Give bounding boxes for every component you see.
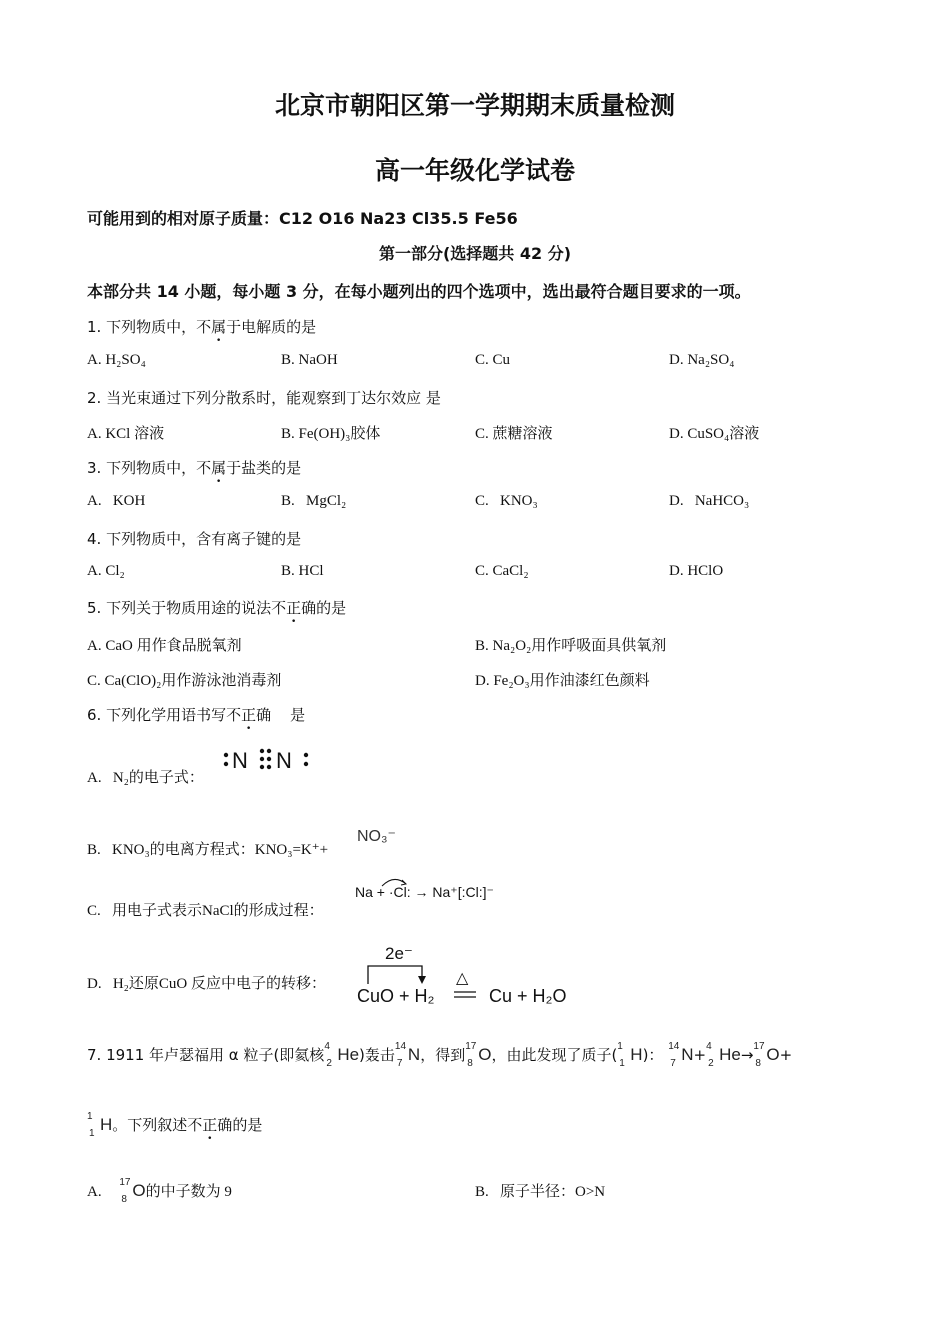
q1-option-a: A. H₂SO₄: [87, 352, 146, 368]
page-subtitle: 高一年级化学试卷: [374, 156, 575, 185]
oxygen-nuclide-eq: 17 8 O: [753, 1041, 780, 1069]
q2-option-d: D. CuSO₄溶液: [669, 426, 760, 442]
q2-option-a: A. KCl 溶液: [87, 426, 165, 442]
emphasis: 不正确: [226, 706, 272, 724]
nacl-formation-process: Na + ·Cl: → Na⁺[:Cl:]⁻: [355, 884, 494, 900]
question-1-stem: 1. 下列物质中，不属于电解质的是: [87, 318, 317, 336]
section-instruction: 本部分共 14 小题，每小题 3 分，在每小题列出的四个选项中，选出最符合题目要求的一项。: [87, 282, 751, 301]
q5-option-a: A. CaO 用作食品脱氧剂: [87, 638, 242, 654]
emphasis: 不正确: [187, 1116, 233, 1134]
emphasis: 不属于: [196, 318, 242, 336]
hydrogen-nuclide: 1 1 H: [617, 1041, 643, 1069]
q4-option-a: A. Cl₂: [87, 563, 125, 579]
question-5-stem: 5. 下列关于物质用途的说法不正确的是: [87, 599, 347, 617]
q5-option-d: D. Fe₂O₃用作油漆红色颜料: [475, 673, 650, 689]
atomic-masses: 可能用到的相对原子质量：C12 O16 Na23 Cl35.5 Fe56: [87, 209, 518, 228]
question-2-stem: 2. 当光束通过下列分散系时，能观察到丁达尔效应 是: [87, 389, 441, 407]
q1-option-b: B. NaOH: [281, 352, 338, 368]
q4-option-d: D. HClO: [669, 563, 724, 579]
q3-option-a: A. KOH: [87, 493, 146, 509]
emphasis: 不正确: [271, 599, 317, 617]
electron-transfer-bracket: [364, 962, 434, 986]
oxygen-17-nuclide: 17 8 O: [119, 1177, 146, 1205]
nitrogen-nuclide: 14 7 N: [394, 1041, 421, 1069]
helium-nuclide-eq: 4 2 He: [706, 1041, 741, 1069]
q4-option-b: B. HCl: [281, 563, 324, 579]
q6-option-b-label: B. KNO₃的电离方程式：KNO₃=K⁺+: [87, 842, 329, 858]
question-7-line-2: 1 1 H。下列叙述不正确的是: [87, 1111, 263, 1139]
q7-option-a: A. 17 8 O的中子数为 9: [87, 1177, 232, 1205]
emphasis: 不属于: [196, 459, 242, 477]
electron-transfer-arc: [380, 874, 410, 888]
electron-count: 2e⁻: [385, 944, 413, 963]
question-3-stem: 3. 下列物质中，不属于盐类的是: [87, 459, 302, 477]
reactants: CuO + H₂: [357, 986, 435, 1006]
q2-option-b: B. Fe(OH)₃胶体: [281, 426, 381, 442]
q6-option-c-label: C. 用电子式表示NaCl的形成过程：: [87, 903, 324, 919]
helium-nuclide: 4 2 He: [324, 1041, 360, 1069]
nitrogen-nuclide-eq: 14 7 N: [668, 1041, 694, 1069]
q3-option-c: C. KNO₃: [475, 493, 538, 509]
q5-option-b: B. Na₂O₂用作呼吸面具供氧剂: [475, 638, 667, 654]
q1-option-d: D. Na₂SO₄: [669, 352, 735, 368]
oxygen-nuclide: 17 8 O: [465, 1041, 492, 1069]
question-4-stem: 4. 下列物质中，含有离子键的是: [87, 530, 302, 548]
q1-option-c: C. Cu: [475, 352, 511, 368]
heat-condition: △: [456, 970, 469, 987]
q3-option-b: B. MgCl₂: [281, 493, 347, 509]
q6-option-a-label: A. N₂的电子式：: [87, 770, 204, 786]
q2-option-c: C. 蔗糖溶液: [475, 426, 553, 442]
question-7-line-1: 7. 1911 年卢瑟福用 α 粒子(即氦核 4 2 He)轰击 14 7 N，得到 17 8 O，由此发现了质子( 1 1 H)： 14 7 N+ 4 2 He→ 17 8 O+: [87, 1041, 793, 1069]
equals-sign: [452, 990, 478, 1000]
n2-electron-dot-formula: [218, 745, 318, 777]
hydrogen-nuclide-product: 1 1 H: [87, 1111, 113, 1139]
products: Cu + H₂O: [489, 986, 567, 1006]
n-atom-right: N: [276, 748, 292, 773]
q7-option-b: B. 原子半径：O>N: [475, 1184, 606, 1200]
question-6-stem: 6. 下列化学用语书写不正确 是: [87, 706, 306, 724]
q3-option-d: D. NaHCO₃: [669, 493, 750, 509]
nitrate-ion: NO₃⁻: [357, 828, 396, 845]
n-atom-left: N: [232, 748, 248, 773]
q6-option-d-label: D. H₂还原CuO 反应中电子的转移：: [87, 976, 326, 992]
q4-option-c: C. CaCl₂: [475, 563, 529, 579]
q5-option-c: C. Ca(ClO)₂用作游泳池消毒剂: [87, 673, 282, 689]
section-heading: 第一部分(选择题共 42 分): [378, 244, 572, 263]
page-title: 北京市朝阳区第一学期期末质量检测: [274, 91, 675, 120]
